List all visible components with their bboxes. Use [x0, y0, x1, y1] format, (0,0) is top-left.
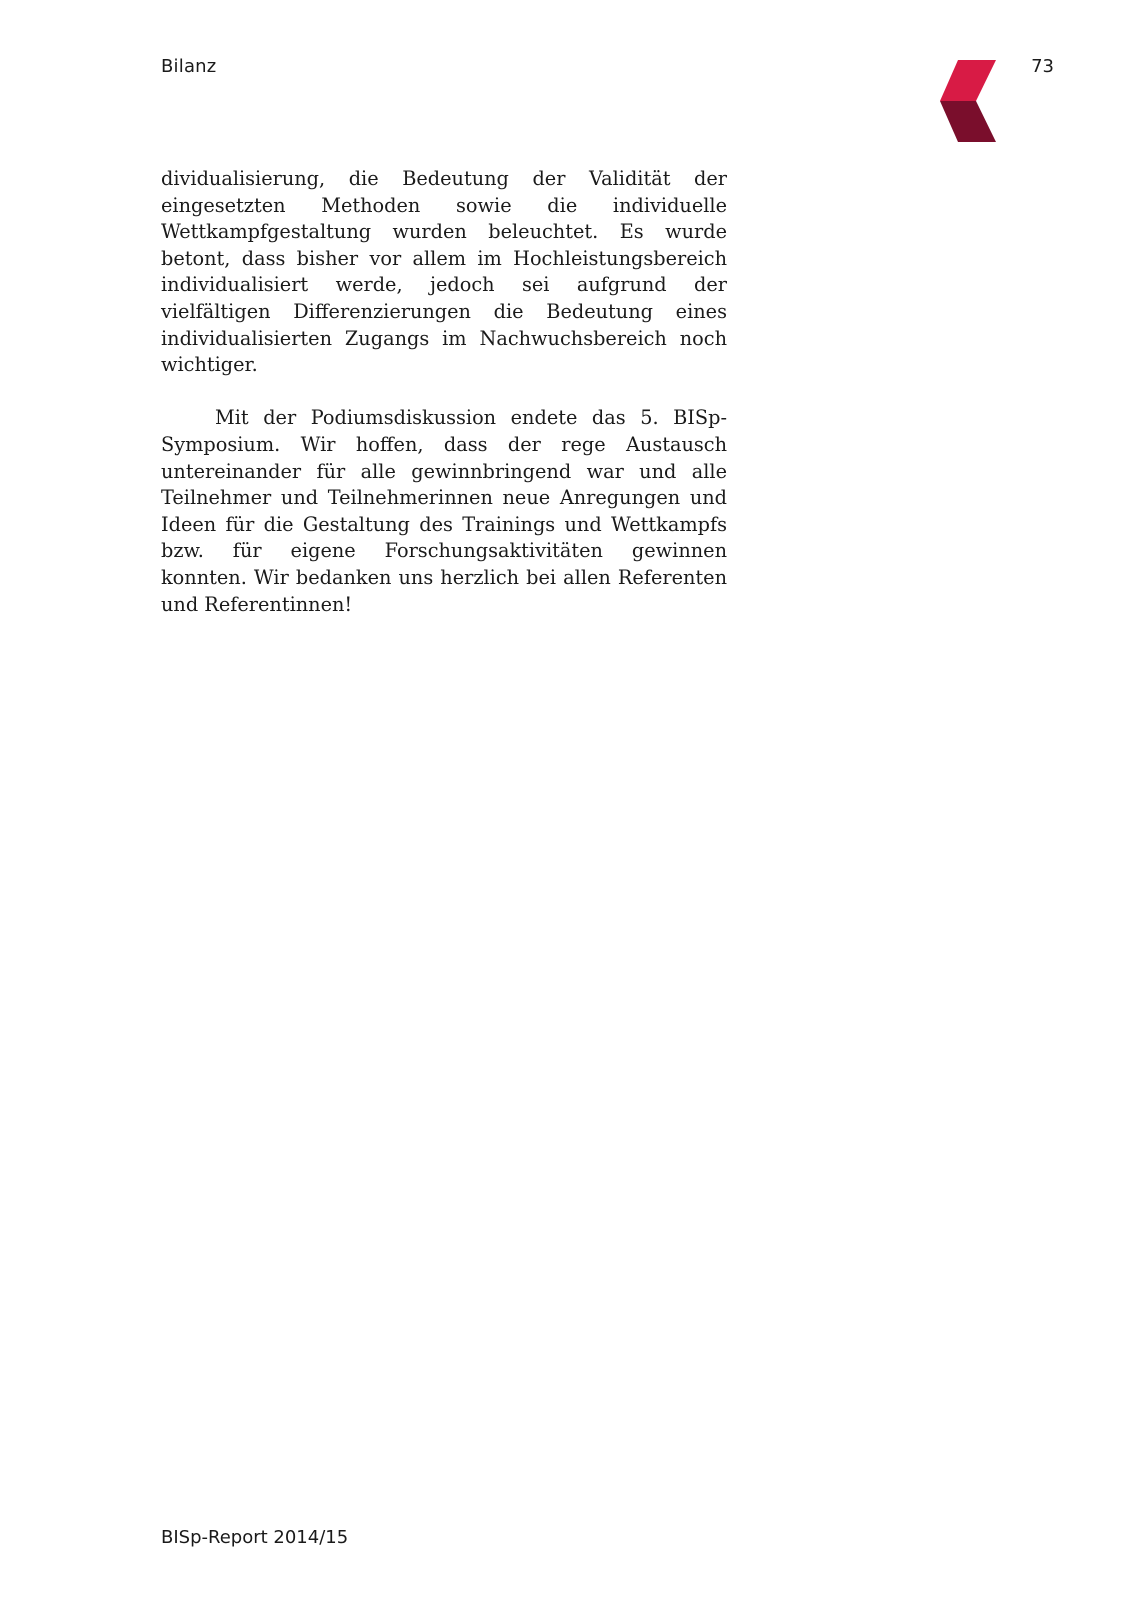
chevron-left-logo-icon — [940, 60, 996, 142]
paragraph-2: Mit der Podiumsdiskussion endete das 5. BISp-Symposium. Wir hoffen, dass der rege Austausch untereinander für alle gewinnbringend war und alle Teilnehmer und Teilnehmerinnen neue Anregungen und Ideen für die Gestaltung des Trainings und Wettkampfs bzw. für eigene Forschungsaktivitäten gewinnen konnten. Wir bedanken uns herzlich bei allen Referenten und Referentinnen! — [161, 406, 727, 616]
footer-report-title: BISp-Report 2014/15 — [161, 1527, 349, 1548]
logo-bottom-stripe — [940, 101, 996, 142]
page-number: 73 — [1031, 56, 1054, 77]
logo-top-stripe — [940, 60, 996, 101]
paragraph-1: dividualisierung, die Bedeutung der Validität der eingesetzten Methoden sowie die individuelle Wettkampfgestaltung wurden beleuchtet. Es wurde betont, dass bisher vor allem im Hochleistungsbereich individualisiert werde, jedoch sei aufgrund der vielfältigen Differenzierungen die Bedeutung eines individualisierten Zugangs im Nachwuchsbereich noch wichtiger. — [161, 167, 727, 377]
body-text — [161, 166, 727, 618]
running-head-title: Bilanz — [161, 56, 217, 77]
